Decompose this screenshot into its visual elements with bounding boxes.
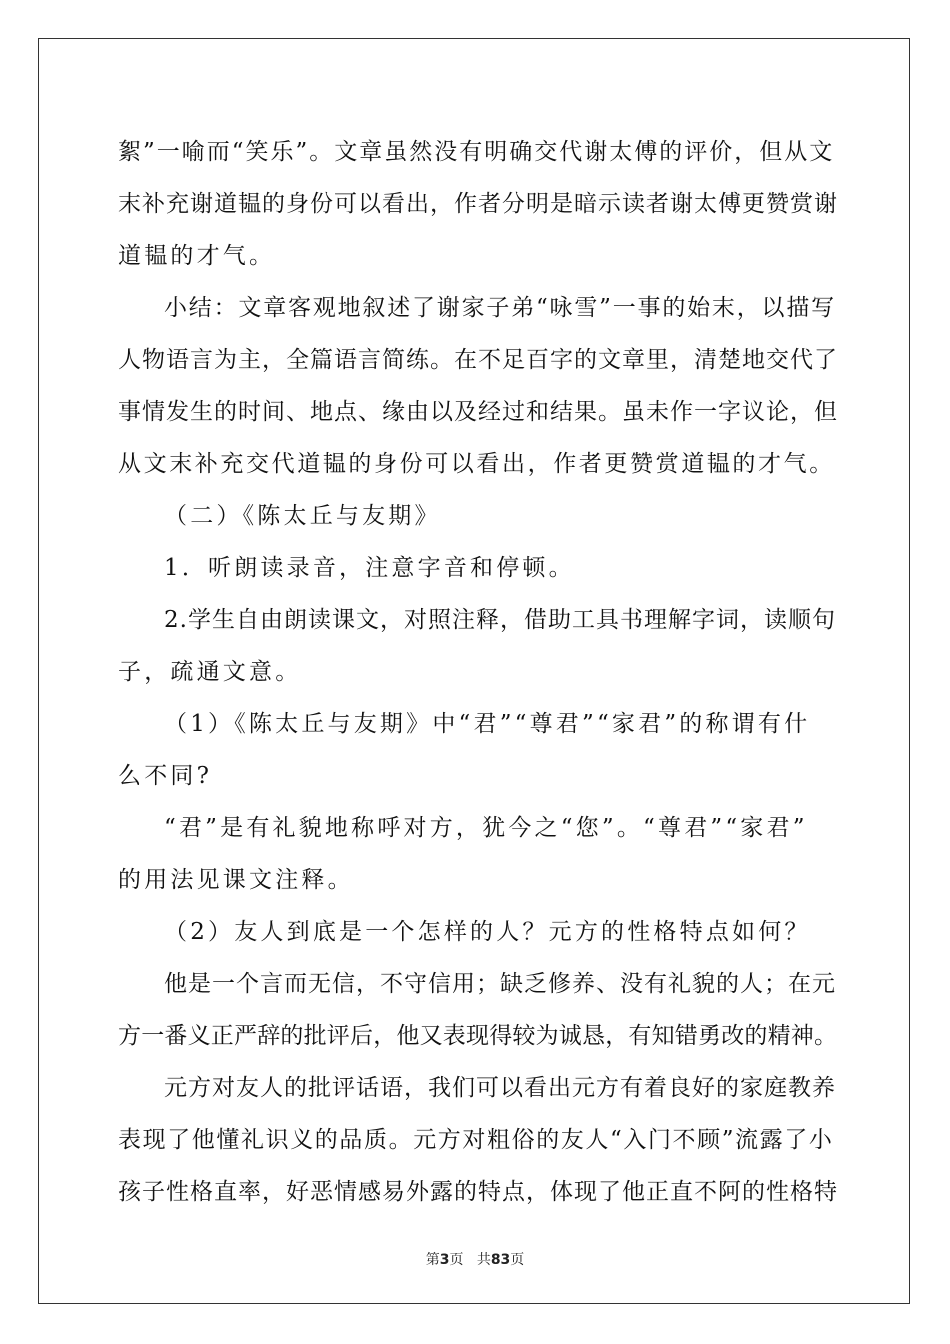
text-line: 道韫的才气。 xyxy=(118,243,276,269)
text-line: 从文末补充交代道韫的身份可以看出，作者更赞赏道韫的才气。 xyxy=(118,451,835,477)
text-line: （2）友人到底是一个怎样的人？元方的性格特点如何？ xyxy=(164,919,811,945)
document-body xyxy=(118,126,838,1218)
text-line: 方一番义正严辞的批评后，他又表现得较为诚恳，有知错勇改的精神。 xyxy=(118,1023,838,1049)
total-pages: 83 xyxy=(490,1252,511,1268)
text-line: “君”是有礼貌地称呼对方，犹今之“您”。“尊君”“家君” xyxy=(164,815,808,841)
text-line: 么不同? xyxy=(118,763,213,789)
page-number-prefix: 第 xyxy=(425,1252,440,1268)
page-number: 3 xyxy=(439,1252,450,1268)
text-line: 孩子性格直率，好恶情感易外露的特点，体现了他正直不阿的性格特 xyxy=(118,1179,838,1205)
text-line: 絮”一喻而“笑乐”。文章虽然没有明确交代谢太傅的评价，但从文 xyxy=(118,139,835,165)
total-pages-suffix: 页 xyxy=(510,1252,525,1268)
text-line: 子，疏通文意。 xyxy=(118,659,302,685)
text-line: （1）《陈太丘与友期》中“君”“尊君”“家君”的称谓有什 xyxy=(164,711,811,737)
text-line: 他是一个言而无信，不守信用；缺乏修养、没有礼貌的人；在元 xyxy=(164,971,836,997)
text-line: 末补充谢道韫的身份可以看出，作者分明是暗示读者谢太傅更赞赏谢 xyxy=(118,191,838,217)
text-line: 小结：文章客观地叙述了谢家子弟“咏雪”一事的始末，以描写 xyxy=(164,295,836,321)
text-line: 的用法见课文注释。 xyxy=(118,867,354,893)
text-line: 人物语言为主，全篇语言简练。在不足百字的文章里，清楚地交代了 xyxy=(118,347,838,373)
text-line: 事情发生的时间、地点、缘由以及经过和结果。虽未作一字议论，但 xyxy=(118,399,838,425)
total-pages-prefix: 共 xyxy=(476,1252,491,1268)
text-line: 元方对友人的批评话语，我们可以看出元方有着良好的家庭教养 xyxy=(164,1075,836,1101)
text-line: 1．听朗读录音，注意字音和停顿。 xyxy=(164,555,575,581)
page-number-suffix: 页 xyxy=(449,1252,464,1268)
text-line: （二）《陈太丘与友期》 xyxy=(164,503,441,529)
text-line: 2.学生自由朗读课文，对照注释，借助工具书理解字词，读顺句 xyxy=(164,607,836,633)
text-line: 表现了他懂礼识义的品质。元方对粗俗的友人“入门不顾”流露了小 xyxy=(118,1127,834,1153)
page-footer xyxy=(0,1249,950,1269)
